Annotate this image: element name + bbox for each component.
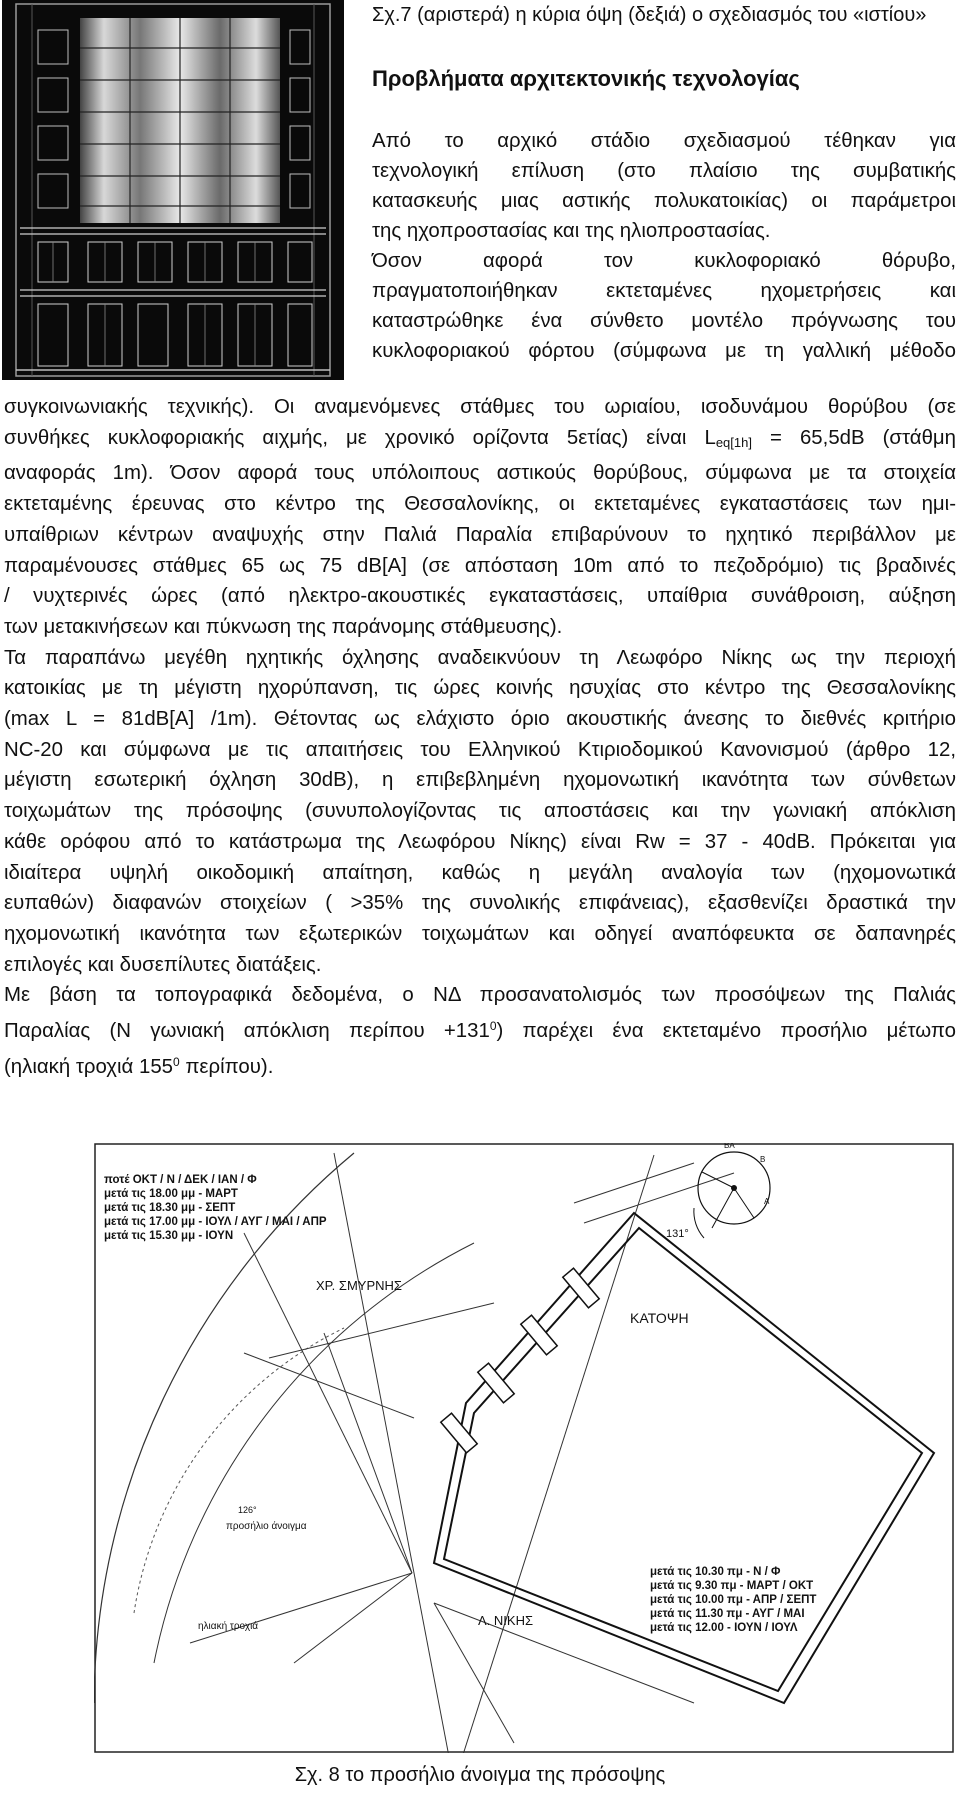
site-plan-diagram (94, 1143, 954, 1753)
text-fragment: Παραλίας (Ν γωνιακή απόκλιση περίπου +131 (4, 1020, 490, 1043)
text-line: συγκοινωνιακής τεχνικής). Οι αναμενόμενες στάθμες του ωριαίου, ισοδυνάμου θορύβου (σε (4, 396, 956, 418)
text-line (4, 423, 956, 459)
street-label-smyrnis: ΧΡ. ΣΜΥΡΝΗΣ (316, 1278, 402, 1293)
solar-path-label: ηλιακή τροχιά (198, 1621, 259, 1632)
text-line: αναφοράς 1m). Όσον αφορά τους υπόλοιπους αστικούς θορύβους, σύμφωνα με τα στοιχεία (4, 462, 956, 485)
paragraph-top (372, 126, 956, 366)
text-line: / νυχτερινές ώρες (από ηλεκτρο-ακουστικές εγκαταστάσεις, υπαίθρια συνάθροιση, αύξηση (4, 585, 956, 608)
text-line: κατοικίας με τη μέγιστη ηχορύπανση, τις ώρες κοινής ησυχίας στο κέντρο της Θεσσαλονίκης (4, 677, 956, 700)
text-fragment: περίπου). (179, 1055, 274, 1078)
legend-line: ποτέ ΟΚΤ / Ν / ΔΕΚ / ΙΑΝ / Φ (104, 1174, 257, 1186)
facade-elevation-image (2, 0, 344, 380)
text-fragment: = 65,5dB (στάθμη (751, 426, 956, 449)
street-label-nikis: Λ. ΝΙΚΗΣ (478, 1613, 534, 1628)
superscript: 0 (173, 1054, 180, 1069)
text-line: εκτεταμένης έρευνας στο κέντρο της Θεσσαλονίκης, οι εκτεταμένες εγκαταστάσεις των ημι- (4, 493, 956, 516)
text-line: των μετακινήσεων και πύκνωση της παράνομης στάθμευσης). (4, 615, 563, 638)
text-line: κατασκευής μιας αστικής πολυκατοικίας) οι παράμετροι (372, 190, 956, 212)
text-line: υπαίθριων κέντρων αναψυχής στην Παλιά Παραλία επιβαρύνουν το ηχητικό περιβάλλον με (4, 523, 956, 546)
text-line: κάθε ορόφου από το κατάστρωμα της Λεωφόρου Νίκης) είναι Rw = 37 - 40dB. Πρόκειται για (4, 830, 956, 853)
text-fragment: (ηλιακή τροχιά 155 (4, 1055, 173, 1078)
figure-8-caption: Σχ. 8 το προσήλιο άνοιγμα της πρόσοψης (294, 1764, 666, 1786)
text-line: (max L = 81dB[A] /1m). Θέτοντας ως ελάχιστο όριο ακουστικής άνεσης το διεθνές κριτήριο (4, 708, 956, 731)
angle-126-label: 126° (238, 1505, 257, 1515)
angle-131-label: 131° (666, 1228, 689, 1240)
text-line: Με βάση τα τοπογραφικά δεδομένα, ο ΝΔ προσανατολισμός των προσόψεων της Παλιάς (4, 984, 956, 1007)
legend-line: μετά τις 9.30 πμ - ΜΑΡΤ / ΟΚΤ (650, 1580, 814, 1592)
text-line: τοιχωμάτων της πρόσοψης (συνυπολογίζοντας τις αποστάσεις και την γωνιακή απόκλιση (4, 800, 956, 823)
legend-line: μετά τις 18.00 μμ - ΜΑΡΤ (104, 1188, 238, 1200)
section-heading: Προβλήματα αρχιτεκτονικής τεχνολογίας (372, 66, 800, 91)
text-line: NC-20 και σύμφωνα με τις απαιτήσεις του Ελληνικού Κτιριοδομικού Κανονισμού (άρθρο 12, (4, 738, 956, 761)
legend-line: μετά τις 17.00 μμ - ΙΟΥΛ / ΑΥΓ / ΜΑΙ / ΑΠΡ (104, 1216, 327, 1228)
legend-line: μετά τις 10.00 πμ - ΑΠΡ / ΣΕΠΤ (650, 1594, 817, 1606)
text-line: μέγιστη εσωτερική όχληση 30dB), η επιβεβλημένη ηχομονωτική ικανότητα των σύνθετων (4, 769, 956, 792)
compass-label-v: Β (760, 1155, 766, 1164)
text-line: κυκλοφοριακού φόρτου (σύμφωνα με τη γαλλική μέθοδο (372, 340, 956, 362)
legend-line: μετά τις 15.30 μμ - ΙΟΥΝ (104, 1230, 234, 1242)
text-fragment: συνθήκες κυκλοφοριακής αιχμής, με χρονικό ορίζοντα 5ετίας) είναι L (4, 426, 716, 449)
figure-7-caption: Σχ.7 (αριστερά) η κύρια όψη (δεξιά) ο σχεδιασμός του «ιστίου» (372, 4, 927, 26)
legend-line: μετά τις 10.30 πμ - Ν / Φ (650, 1566, 781, 1578)
text-line: Τα παραπάνω μεγέθη ηχητικής όχλησης αναδεικνύουν τη Λεωφόρο Νίκης ως την περιοχή (4, 646, 956, 669)
legend-line: μετά τις 12.00 - ΙΟΥΝ / ΙΟΥΛ (650, 1622, 798, 1634)
text-line (4, 1011, 956, 1047)
text-line: επιλογές και δυσεπίλυτες διατάξεις. (4, 953, 322, 976)
text-fragment: ) παρέχει ένα εκτεταμένο προσήλιο μέτωπο (496, 1020, 957, 1043)
plan-title-label: ΚΑΤΟΨΗ (630, 1310, 689, 1326)
text-line: Όσον αφορά τον κυκλοφοριακό θόρυβο, (372, 250, 956, 272)
compass-label-a: Α (764, 1197, 770, 1206)
text-line: Από το αρχικό στάδιο σχεδιασμού τέθηκαν για (372, 130, 956, 152)
legend-line: μετά τις 18.30 μμ - ΣΕΠΤ (104, 1202, 236, 1214)
subscript: eq[1h] (715, 434, 752, 450)
text-line: πραγματοποιήθηκαν εκτεταμένες ηχομετρήσεις και (372, 280, 956, 302)
text-line (4, 1047, 956, 1083)
superscript: 0 (489, 1019, 497, 1034)
legend-line: μετά τις 11.30 πμ - ΑΥΓ / ΜΑΙ (650, 1608, 805, 1620)
text-line: τεχνολογική επίλυση (στο πλαίσιο της συμβατικής (372, 160, 956, 182)
text-line: ηχομονωτική ικανότητα των εξωτερικών τοιχωμάτων και οδηγεί αναπόφευκτα σε δαπανηρές (4, 922, 956, 945)
text-line: της ηχοπροστασίας και της ηλιοπροστασίας. (372, 220, 771, 242)
text-line: παραμένουσες στάθμες 65 ως 75 dB[A] (σε απόσταση 10m από το πεζοδρόμιο) τις βραδινές (4, 554, 956, 577)
compass-label-ba: ΒΑ (724, 1143, 735, 1150)
text-line: καταστρώθηκε ένα σύνθετο μοντέλο πρόγνωσης του (372, 310, 956, 332)
text-line: ευπαθών) διαφανών στοιχείων ( >35% της συνολικής επιφάνειας), εξασθενίζει δραστικά την (4, 892, 956, 915)
text-line: ιδιαίτερα υψηλή οικοδομική απαίτηση, καθώς η μεγάλη αναλογία των (ηχομονωτικά (4, 861, 956, 884)
body-text (4, 392, 956, 1082)
sunny-opening-label: προσήλιο άνοιγμα (226, 1521, 307, 1532)
